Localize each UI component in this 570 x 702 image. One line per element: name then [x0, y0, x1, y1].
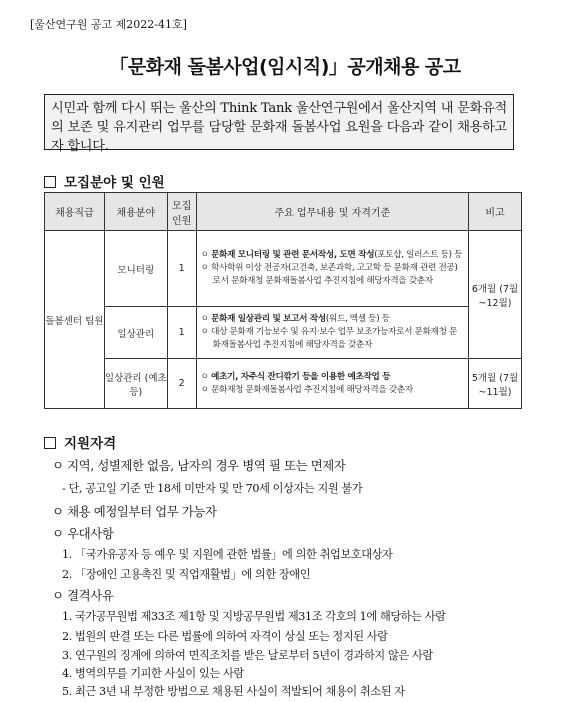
duties-cell: [196, 231, 468, 307]
section-recruitment-heading: [44, 171, 165, 191]
square-bullet-icon: [44, 437, 56, 449]
field-cell: 일상관리: [104, 307, 167, 359]
count-cell: 1: [167, 231, 196, 307]
qualification-line: ㅇ 결격사유: [52, 588, 114, 603]
qualification-line: ㅇ 채용 예정일부터 업무 가능자: [52, 504, 217, 519]
requirement-item: ㅇ 학사학위 이상 전공자(고건축, 보존과학, 고고학 등 문화재 관련 전공)로서 문화재청 문화재돌봄사업 추진지침에 해당자격을 갖춘자: [200, 263, 458, 286]
table-row: [45, 231, 522, 307]
duty-item: ㅇ 문화재 일상관리 및 보고서 작성(워드, 엑셀 등) 등: [200, 314, 390, 324]
qualification-line: ㅇ 지역, 성별제한 없음, 남자의 경우 병역 필 또는 면제자: [52, 458, 346, 473]
qualification-line: 5. 최근 3년 내 부정한 방법으로 채용된 사실이 적발되어 채용이 취소된 자: [62, 685, 405, 698]
table-header-row: [45, 193, 522, 231]
section-qualification-title: 지원자격: [64, 436, 117, 452]
requirement-item: ㅇ 대상 문화재 기능보수 및 유지·보수 업무 보조가능자로서 문화재청 문화재돌봄사업 추진지침에 해당자격을 갖춘자: [200, 327, 458, 350]
header-field: 채용분야: [104, 193, 167, 231]
section-recruitment-title: 모집분야 및 인원: [64, 175, 165, 191]
table-row: [45, 307, 522, 359]
qualification-line: 2. 법원의 판결 또는 다른 법률에 의하여 자격이 상실 또는 정지된 사람: [62, 630, 388, 643]
header-count: 모집인원: [167, 193, 196, 231]
square-bullet-icon: [44, 176, 56, 188]
qualification-line: - 단, 공고일 기준 만 18세 미만자 및 만 70세 이상자는 지원 불가: [62, 482, 363, 495]
qualification-line: ㅇ 우대사항: [52, 526, 114, 541]
header-duties: 주요 업무내용 및 자격기준: [196, 193, 468, 231]
field-cell: 모니터링: [104, 231, 167, 307]
note-cell: 6개월 (7월~12월): [469, 231, 522, 359]
table-row: [45, 359, 522, 409]
count-cell: 2: [167, 359, 196, 409]
qualification-line: 2. 「장애인 고용촉진 및 직업재활법」에 의한 장애인: [62, 568, 311, 581]
qualification-line: 3. 연구원의 징계에 의하여 면직조치를 받은 날로부터 5년이 경과하지 않은 사람: [62, 649, 433, 662]
document-id: [울산연구원 공고 제2022-41호]: [30, 18, 187, 31]
note-cell: 5개월 (7월~11월): [469, 359, 522, 409]
header-note: 비고: [469, 193, 522, 231]
section-qualification-heading: [44, 432, 116, 452]
qualification-line: 1. 국가공무원법 제33조 제1항 및 지방공무원법 제31조 각호의 1에 해당하는 사람: [62, 610, 446, 623]
duties-cell: [196, 307, 468, 359]
document-title: 「문화재 돌봄사업(임시직)」공개채용 공고: [109, 56, 461, 78]
group-label-cell: 돌봄센터 팀원: [45, 231, 105, 409]
count-cell: 1: [167, 307, 196, 359]
requirement-item: ㅇ 문화재청 문화재돌봄사업 추진지침에 해당자격을 갖춘자: [200, 384, 413, 395]
intro-box: 시민과 함께 다시 뛰는 울산의 Think Tank 울산연구원에서 울산지역 내 문화유적의 보존 및 유지관리 업무를 담당할 문화재 돌봄사업 요원을 다음과 같이 채용하고자 합니다.: [44, 94, 514, 150]
qualification-line: 4. 병역의무를 기피한 사실이 있는 사람: [62, 667, 244, 680]
duties-cell: [196, 359, 468, 409]
duty-item: ㅇ 문화재 모니터링 및 관련 문서작성, 도면 작성(포토샵, 일러스트 등) 등: [200, 250, 463, 260]
duty-item: ㅇ 예초기, 자주식 잔디깎기 등을 이용한 예초작업 등: [200, 371, 391, 382]
field-cell: 일상관리 (예초 등): [104, 359, 167, 409]
qualification-line: 1. 「국가유공자 등 예우 및 지원에 관한 법률」에 의한 취업보호대상자: [62, 548, 393, 561]
header-grade: 채용직급: [45, 193, 105, 231]
recruitment-table: [44, 192, 522, 409]
